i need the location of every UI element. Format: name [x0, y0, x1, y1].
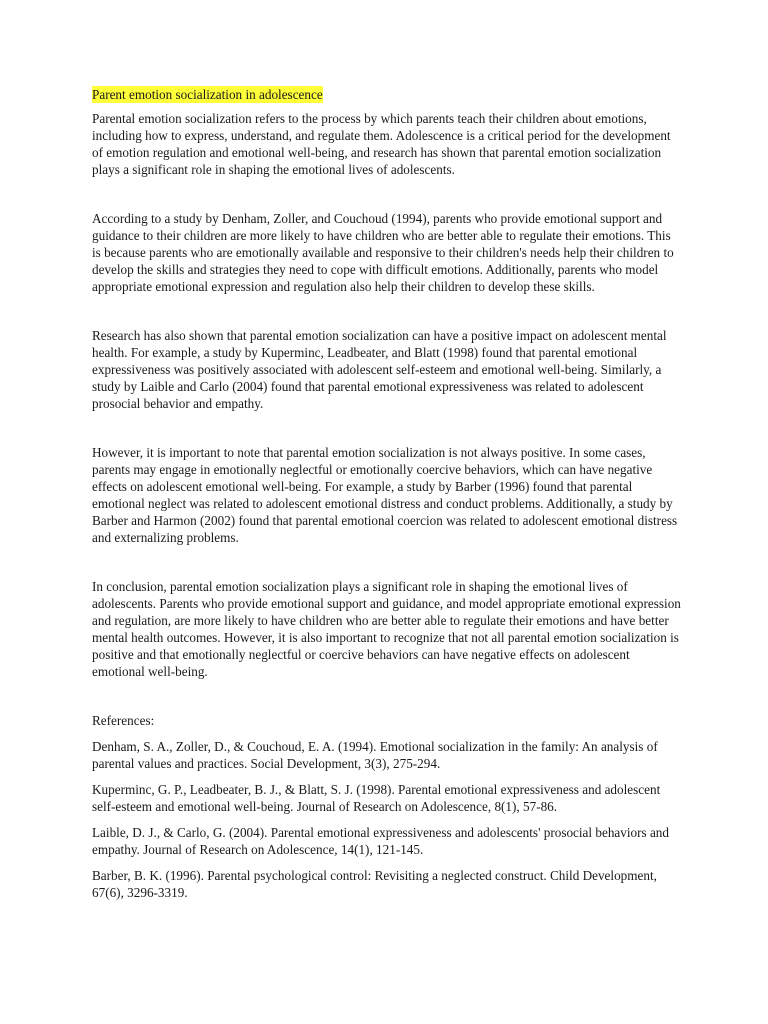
paragraph-conclusion: In conclusion, parental emotion socialization plays a significant role in shaping the emotional lives of adolescents. Parents who provide emotional support and guidance, and model appropriate emotional expression and regulation, are more likely to have children who are better able to regulate their emotions and have better mental health outcomes. However, it is also important to recognize that not all parental emotion socialization is positive and that emotionally neglectful or coercive behaviors can have negative effects on adolescent emotional well-being.: [92, 579, 681, 679]
document-title: Parent emotion socialization in adolescence: [92, 87, 323, 102]
reference-item: Denham, S. A., Zoller, D., & Couchoud, E. A. (1994). Emotional socialization in the family: An analysis of parental values and practices. Social Development, 3(3), 275-294.: [92, 739, 658, 771]
paragraph-denham-study: According to a study by Denham, Zoller, and Couchoud (1994), parents who provide emotional support and guidance to their children are more likely to have children who are better able to regulate their emotions. This is because parents who are emotionally available and responsive to their children's needs help their children to develop the skills and strategies they need to cope with difficult emotions. Additionally, parents who model appropriate emotional expression and regulation also help their children to develop these skills.: [92, 211, 674, 294]
paragraph-mental-health: Research has also shown that parental emotion socialization can have a positive impact on adolescent mental health. For example, a study by Kuperminc, Leadbeater, and Blatt (1998) found that parental emotional expressiveness was positively associated with adolescent self-esteem and emotional well-being. Similarly, a study by Laible and Carlo (2004) found that parental emotional expressiveness was related to adolescent prosocial behavior and empathy.: [92, 328, 667, 411]
reference-item: Laible, D. J., & Carlo, G. (2004). Parental emotional expressiveness and adolescents' prosocial behaviors and empathy. Journal of Research on Adolescence, 14(1), 121-145.: [92, 825, 669, 857]
reference-item: Kuperminc, G. P., Leadbeater, B. J., & Blatt, S. J. (1998). Parental emotional expressiveness and adolescent self-esteem and emotional well-being. Journal of Research on Adolescence, 8(1), 57-86.: [92, 782, 661, 814]
document-page: [92, 86, 682, 910]
references-heading: References:: [92, 713, 155, 728]
paragraph-introduction: Parental emotion socialization refers to the process by which parents teach their children about emotions, including how to express, understand, and regulate them. Adolescence is a critical period for the development of emotion regulation and emotional well-being, and research has shown that parental emotion socialization plays a significant role in shaping the emotional lives of adolescents.: [92, 111, 671, 177]
reference-item: Barber, B. K. (1996). Parental psychological control: Revisiting a neglected construct. Child Development, 67(6), 3296-3319.: [92, 868, 657, 900]
paragraph-negative-effects: However, it is important to note that parental emotion socialization is not always positive. In some cases, parents may engage in emotionally neglectful or emotionally coercive behaviors, which can have negative effects on adolescent emotional well-being. For example, a study by Barber (1996) found that parental emotional neglect was related to adolescent emotional distress and conduct problems. Additionally, a study by Barber and Harmon (2002) found that parental emotional coercion was related to adolescent emotional distress and externalizing problems.: [92, 445, 678, 545]
